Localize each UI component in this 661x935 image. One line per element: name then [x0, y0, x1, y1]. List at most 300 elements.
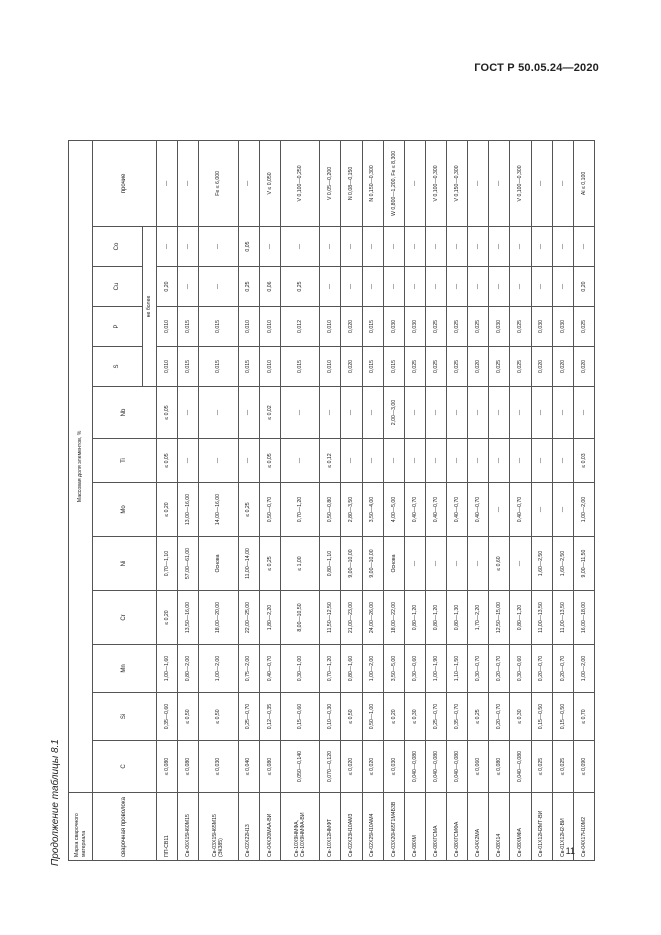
row-value-cell: ≤ 0,080: [157, 741, 178, 793]
row-value-cell: —: [404, 227, 425, 267]
row-value-cell: 0,20—0,70: [552, 645, 573, 693]
row-value-cell: —: [320, 227, 341, 267]
row-value-cell: —: [178, 387, 199, 439]
element-header-other: прочие: [93, 140, 157, 226]
row-value-cell: 1,00—1,60: [157, 645, 178, 693]
row-value-cell: 0,40—0,70: [510, 483, 531, 537]
element-header-ni: Ni: [93, 537, 157, 591]
table-row: [573, 140, 594, 860]
row-value-cell: 0,40—0,70: [259, 645, 280, 693]
row-value-cell: —: [447, 439, 468, 483]
row-value-cell: 16,00—18,00: [573, 591, 594, 645]
row-value-cell: —: [178, 140, 199, 226]
table-row: [178, 140, 199, 860]
row-mark-cell: Св-04Х2МА: [468, 793, 489, 861]
row-value-cell: —: [383, 439, 404, 483]
element-header-c: C: [93, 741, 157, 793]
row-value-cell: —: [341, 227, 362, 267]
row-value-cell: —: [383, 227, 404, 267]
row-value-cell: V ≤ 0,050: [259, 140, 280, 226]
row-value-cell: ≤ 0,50: [178, 693, 199, 741]
row-value-cell: 0,50—0,70: [259, 483, 280, 537]
row-value-cell: 0,30—0,70: [468, 645, 489, 693]
row-value-cell: —: [468, 140, 489, 226]
row-value-cell: 0,020: [573, 347, 594, 387]
row-value-cell: N 0,150—0,300: [362, 140, 383, 226]
row-value-cell: ≤ 0,20: [383, 693, 404, 741]
row-value-cell: ≤ 1,00: [280, 537, 319, 591]
row-value-cell: 1,10—1,50: [447, 645, 468, 693]
row-value-cell: 0,15—0,50: [531, 693, 552, 741]
row-value-cell: —: [362, 439, 383, 483]
row-value-cell: —: [447, 387, 468, 439]
row-value-cell: —: [404, 439, 425, 483]
row-value-cell: 0,010: [320, 307, 341, 347]
row-value-cell: ≤ 0,080: [489, 741, 510, 793]
row-value-cell: 0,012: [280, 307, 319, 347]
table-row: [362, 140, 383, 860]
table-row: [447, 140, 468, 860]
row-value-cell: 14,00—16,00: [199, 483, 238, 537]
row-value-cell: 0,015: [178, 307, 199, 347]
row-value-cell: —: [489, 439, 510, 483]
row-value-cell: 1,70—2,20: [468, 591, 489, 645]
row-value-cell: 18,00—20,00: [199, 591, 238, 645]
row-value-cell: 0,80—2,00: [178, 645, 199, 693]
row-value-cell: 11,50—12,50: [320, 591, 341, 645]
row-value-cell: —: [280, 227, 319, 267]
composition-table: [68, 140, 595, 861]
row-value-cell: 1,00—2,00: [573, 483, 594, 537]
row-value-cell: Fe ≤ 6,000: [199, 140, 238, 226]
row-value-cell: —: [178, 439, 199, 483]
row-value-cell: 0,70—1,20: [320, 645, 341, 693]
row-value-cell: 0,80—1,20: [510, 591, 531, 645]
row-value-cell: —: [489, 387, 510, 439]
row-value-cell: —: [510, 227, 531, 267]
row-value-cell: —: [552, 483, 573, 537]
mass-fraction-header: Массовая доля элементов, %: [69, 140, 93, 792]
row-value-cell: 8,00—10,50: [280, 591, 319, 645]
row-value-cell: —: [468, 537, 489, 591]
row-value-cell: —: [573, 227, 594, 267]
row-value-cell: 0,015: [362, 307, 383, 347]
row-mark-cell: Св-01Х12Н2МТ-ВИ: [531, 793, 552, 861]
row-value-cell: Al ≤ 0,100: [573, 140, 594, 226]
row-value-cell: Основа: [383, 537, 404, 591]
row-value-cell: 11,00—14,00: [238, 537, 259, 591]
row-value-cell: 0,010: [157, 307, 178, 347]
row-value-cell: 0,15—0,50: [552, 693, 573, 741]
row-value-cell: ≤ 0,090: [573, 741, 594, 793]
row-value-cell: 0,06: [259, 267, 280, 307]
row-value-cell: 13,50—16,00: [178, 591, 199, 645]
row-value-cell: —: [531, 227, 552, 267]
row-value-cell: ≤ 0,060: [468, 741, 489, 793]
row-value-cell: 24,00—26,00: [362, 591, 383, 645]
row-value-cell: 0,80—1,10: [320, 537, 341, 591]
row-value-cell: 0,20—0,70: [489, 693, 510, 741]
table-row: [341, 140, 362, 860]
row-value-cell: 0,80—1,30: [447, 591, 468, 645]
row-value-cell: —: [404, 267, 425, 307]
table-row: [552, 140, 573, 860]
table-row: [510, 140, 531, 860]
row-value-cell: 1,00—2,00: [199, 645, 238, 693]
row-value-cell: 0,020: [552, 347, 573, 387]
row-value-cell: 1,60—2,50: [552, 537, 573, 591]
row-value-cell: ≤ 0,25: [259, 537, 280, 591]
row-value-cell: —: [320, 267, 341, 307]
row-value-cell: ≤ 0,05: [157, 439, 178, 483]
row-value-cell: 0,015: [199, 307, 238, 347]
row-value-cell: V 0,100—0,250: [280, 140, 319, 226]
row-value-cell: 0,025: [510, 347, 531, 387]
element-header-s: S: [93, 347, 143, 387]
row-value-cell: 0,015: [280, 347, 319, 387]
row-value-cell: —: [573, 387, 594, 439]
row-value-cell: 2,80—3,50: [341, 483, 362, 537]
row-value-cell: —: [425, 267, 446, 307]
row-value-cell: —: [489, 267, 510, 307]
row-mark-cell: Св-08Х14: [489, 793, 510, 861]
row-value-cell: 0,40—0,70: [404, 483, 425, 537]
row-value-cell: —: [404, 140, 425, 226]
row-value-cell: 0,015: [362, 347, 383, 387]
row-mark-cell: Св-10Х9НМФА, Св-10Х9НМФА-ВИ: [280, 793, 319, 861]
row-mark-cell: Св-01Х12Н2-ВИ: [552, 793, 573, 861]
row-value-cell: 0,25—0,70: [238, 693, 259, 741]
row-value-cell: —: [320, 387, 341, 439]
row-value-cell: 0,20—0,70: [489, 645, 510, 693]
row-value-cell: —: [341, 387, 362, 439]
row-value-cell: 0,025: [447, 307, 468, 347]
row-value-cell: —: [489, 483, 510, 537]
row-value-cell: 0,70—1,20: [280, 483, 319, 537]
row-value-cell: 0,25—0,70: [425, 693, 446, 741]
row-value-cell: ≤ 0,020: [341, 741, 362, 793]
row-value-cell: 0,030: [531, 307, 552, 347]
row-mark-cell: Св-08ХГСМФА: [447, 793, 468, 861]
row-value-cell: —: [489, 140, 510, 226]
row-value-cell: 0,020: [531, 347, 552, 387]
row-value-cell: 0,15—0,60: [280, 693, 319, 741]
row-mark-cell: Св-08ХГСМА: [425, 793, 446, 861]
row-value-cell: ≤ 0,30: [404, 693, 425, 741]
row-value-cell: 0,010: [320, 347, 341, 387]
row-value-cell: ≤ 0,05: [259, 439, 280, 483]
table-row: [531, 140, 552, 860]
row-value-cell: W 0,800—1,200, Fe ≤ 8,300: [383, 140, 404, 226]
row-value-cell: ≤ 0,50: [341, 693, 362, 741]
row-value-cell: 0,20: [157, 267, 178, 307]
row-value-cell: —: [425, 537, 446, 591]
table-row: [425, 140, 446, 860]
row-value-cell: —: [510, 267, 531, 307]
row-mark-cell: Св-02Х23Н10АМ3: [341, 793, 362, 861]
row-value-cell: 1,00—2,00: [362, 645, 383, 693]
row-value-cell: —: [425, 439, 446, 483]
row-value-cell: 0,30—1,00: [280, 645, 319, 693]
row-value-cell: —: [238, 387, 259, 439]
row-value-cell: ≤ 0,025: [531, 741, 552, 793]
row-value-cell: 0,030: [489, 307, 510, 347]
element-header-p: P: [93, 307, 143, 347]
row-value-cell: 0,025: [510, 307, 531, 347]
row-value-cell: 9,00—10,00: [362, 537, 383, 591]
row-value-cell: —: [531, 267, 552, 307]
row-value-cell: 0,020: [341, 307, 362, 347]
row-value-cell: ≤ 0,025: [552, 741, 573, 793]
row-value-cell: ≤ 0,50: [199, 693, 238, 741]
row-value-cell: —: [552, 140, 573, 226]
row-value-cell: —: [510, 537, 531, 591]
row-value-cell: —: [383, 267, 404, 307]
row-value-cell: ≤ 0,020: [362, 741, 383, 793]
row-value-cell: ≤ 0,20: [157, 591, 178, 645]
row-value-cell: 0,015: [199, 347, 238, 387]
row-mark-cell: Св-10Х12НМФТ: [320, 793, 341, 861]
row-value-cell: —: [157, 227, 178, 267]
row-value-cell: —: [552, 439, 573, 483]
row-value-cell: ≤ 0,70: [573, 693, 594, 741]
row-value-cell: 0,20—0,70: [531, 645, 552, 693]
row-value-cell: 1,80—2,20: [259, 591, 280, 645]
row-value-cell: V 0,100—0,300: [425, 140, 446, 226]
element-header-mo: Mo: [93, 483, 157, 537]
table-row: [320, 140, 341, 860]
row-value-cell: 0,30—0,60: [510, 645, 531, 693]
row-value-cell: 0,015: [178, 347, 199, 387]
row-value-cell: —: [447, 537, 468, 591]
row-mark-cell: Св-02Х22Н13: [238, 793, 259, 861]
element-header-cr: Cr: [93, 591, 157, 645]
row-value-cell: 0,010: [259, 347, 280, 387]
row-value-cell: V 0,100—0,300: [510, 140, 531, 226]
row-value-cell: 11,00—13,50: [531, 591, 552, 645]
row-value-cell: —: [531, 483, 552, 537]
row-mark-cell: Св-03Х20Н65Г1М4Б3В: [383, 793, 404, 861]
row-value-cell: —: [531, 140, 552, 226]
row-value-cell: 4,00—5,00: [383, 483, 404, 537]
row-value-cell: 0,05: [238, 227, 259, 267]
row-value-cell: 0,70—1,10: [157, 537, 178, 591]
row-value-cell: 0,040—0,080: [425, 741, 446, 793]
mark-header: Марка сварочного материала: [69, 793, 93, 861]
row-value-cell: ≤ 0,05: [157, 387, 178, 439]
row-mark-cell: Св-02Х25Н10АМ4: [362, 793, 383, 861]
wire-header: сварочная проволока: [93, 793, 157, 861]
row-value-cell: 0,015: [383, 347, 404, 387]
row-value-cell: —: [468, 439, 489, 483]
row-value-cell: —: [280, 439, 319, 483]
row-value-cell: —: [468, 387, 489, 439]
row-value-cell: —: [425, 387, 446, 439]
row-value-cell: ≤ 0,03: [573, 439, 594, 483]
row-value-cell: 0,010: [157, 347, 178, 387]
row-value-cell: —: [157, 140, 178, 226]
row-value-cell: 0,020: [341, 347, 362, 387]
row-value-cell: —: [178, 227, 199, 267]
row-value-cell: 0,040—0,080: [447, 741, 468, 793]
row-value-cell: ≤ 0,25: [238, 483, 259, 537]
row-value-cell: —: [489, 227, 510, 267]
row-value-cell: V 0,150—0,300: [447, 140, 468, 226]
row-value-cell: —: [447, 227, 468, 267]
row-value-cell: 0,020: [468, 347, 489, 387]
row-value-cell: ≤ 0,080: [259, 741, 280, 793]
row-value-cell: 21,00—23,00: [341, 591, 362, 645]
table-row: [199, 140, 238, 860]
row-value-cell: 0,070—0,120: [320, 741, 341, 793]
row-value-cell: 11,00—13,50: [552, 591, 573, 645]
row-mark-cell: Св-08ХМ: [404, 793, 425, 861]
table-row: [383, 140, 404, 860]
table-row: [468, 140, 489, 860]
row-value-cell: —: [199, 387, 238, 439]
row-value-cell: —: [425, 227, 446, 267]
row-value-cell: ≤ 0,02: [259, 387, 280, 439]
table-row: [280, 140, 319, 860]
row-value-cell: ≤ 0,30: [510, 693, 531, 741]
row-value-cell: 0,030: [404, 307, 425, 347]
row-mark-cell: ПП-СВ11: [157, 793, 178, 861]
row-value-cell: —: [531, 439, 552, 483]
row-value-cell: 12,50—15,00: [489, 591, 510, 645]
row-value-cell: ≤ 0,12: [320, 439, 341, 483]
row-value-cell: 0,025: [425, 307, 446, 347]
element-header-si: Si: [93, 693, 157, 741]
row-value-cell: 0,025: [468, 307, 489, 347]
row-value-cell: 1,00—1,90: [425, 645, 446, 693]
row-value-cell: 3,50—5,00: [383, 645, 404, 693]
row-value-cell: 0,030: [383, 307, 404, 347]
element-header-nb: Nb: [93, 387, 157, 439]
row-value-cell: 18,00—22,00: [383, 591, 404, 645]
row-value-cell: ≤ 0,030: [199, 741, 238, 793]
row-value-cell: ≤ 0,25: [468, 693, 489, 741]
no-more-subheader: не более: [143, 227, 157, 387]
row-value-cell: V 0,05—0,200: [320, 140, 341, 226]
row-value-cell: 0,25: [238, 267, 259, 307]
row-value-cell: 0,040—0,080: [510, 741, 531, 793]
row-value-cell: ≤ 0,080: [178, 741, 199, 793]
row-value-cell: 9,00—10,00: [341, 537, 362, 591]
row-value-cell: —: [552, 387, 573, 439]
row-value-cell: —: [259, 227, 280, 267]
element-header-co: Co: [93, 227, 143, 267]
table-row: [404, 140, 425, 860]
row-value-cell: 0,025: [425, 347, 446, 387]
row-value-cell: —: [468, 267, 489, 307]
row-value-cell: 0,50—1,00: [362, 693, 383, 741]
row-value-cell: 2,00—3,00: [383, 387, 404, 439]
row-value-cell: 0,025: [404, 347, 425, 387]
row-value-cell: N 0,08—0,150: [341, 140, 362, 226]
row-value-cell: —: [404, 387, 425, 439]
row-value-cell: 0,75—2,00: [238, 645, 259, 693]
row-value-cell: —: [362, 227, 383, 267]
row-value-cell: 0,80—1,60: [341, 645, 362, 693]
row-value-cell: —: [238, 140, 259, 226]
row-value-cell: 0,30—0,60: [404, 645, 425, 693]
row-value-cell: —: [552, 227, 573, 267]
row-value-cell: 0,010: [259, 307, 280, 347]
row-value-cell: —: [531, 387, 552, 439]
row-value-cell: —: [510, 387, 531, 439]
row-mark-cell: Св-03Х15Н65М15 (ЭК385): [199, 793, 238, 861]
row-value-cell: 0,25: [280, 267, 319, 307]
row-value-cell: 0,10—0,30: [320, 693, 341, 741]
row-value-cell: 0,025: [489, 347, 510, 387]
row-value-cell: 0,030: [552, 307, 573, 347]
element-header-ti: Ti: [93, 439, 157, 483]
row-value-cell: —: [404, 537, 425, 591]
row-value-cell: 0,050—0,140: [280, 741, 319, 793]
row-value-cell: ≤ 0,040: [238, 741, 259, 793]
row-value-cell: —: [362, 387, 383, 439]
row-value-cell: —: [447, 267, 468, 307]
row-value-cell: —: [280, 387, 319, 439]
row-value-cell: 0,80—1,20: [425, 591, 446, 645]
row-value-cell: 22,00—25,00: [238, 591, 259, 645]
row-value-cell: 0,35—0,60: [157, 693, 178, 741]
row-mark-cell: Св-06Х15Н60М15: [178, 793, 199, 861]
row-value-cell: —: [199, 267, 238, 307]
row-value-cell: —: [199, 227, 238, 267]
row-mark-cell: Св-04Х20МАА-ВИ: [259, 793, 280, 861]
table-row: [489, 140, 510, 860]
row-value-cell: 57,00—61,00: [178, 537, 199, 591]
row-value-cell: —: [238, 439, 259, 483]
row-value-cell: 0,015: [238, 347, 259, 387]
row-value-cell: 0,35—0,70: [447, 693, 468, 741]
row-value-cell: 1,00—2,00: [573, 645, 594, 693]
row-value-cell: —: [468, 227, 489, 267]
table-caption: Продолжение таблицы 8.1: [50, 739, 61, 866]
row-value-cell: Основа: [199, 537, 238, 591]
row-value-cell: 3,50—4,00: [362, 483, 383, 537]
row-value-cell: ≤ 0,030: [383, 741, 404, 793]
page-number: 11: [565, 846, 575, 856]
row-value-cell: 0,40—0,70: [468, 483, 489, 537]
document-header: ГОСТ Р 50.05.24—2020: [474, 62, 599, 74]
table-row: [259, 140, 280, 860]
row-value-cell: 1,60—2,50: [531, 537, 552, 591]
row-mark-cell: Св-04Х17Н10М2: [573, 793, 594, 861]
row-value-cell: —: [362, 267, 383, 307]
row-mark-cell: Св-08ХМФА: [510, 793, 531, 861]
row-value-cell: 0,040—0,080: [404, 741, 425, 793]
row-value-cell: ≤ 0,20: [157, 483, 178, 537]
row-value-cell: 0,80—1,20: [404, 591, 425, 645]
row-value-cell: 9,00—11,50: [573, 537, 594, 591]
row-value-cell: 0,025: [447, 347, 468, 387]
row-value-cell: —: [341, 439, 362, 483]
row-value-cell: 0,12—0,35: [259, 693, 280, 741]
row-value-cell: —: [552, 267, 573, 307]
element-header-cu: Cu: [93, 267, 143, 307]
row-value-cell: —: [199, 439, 238, 483]
row-value-cell: ≤ 0,60: [489, 537, 510, 591]
row-value-cell: 0,025: [573, 307, 594, 347]
table-row: [157, 140, 178, 860]
table-row: [238, 140, 259, 860]
row-value-cell: 0,40—0,70: [425, 483, 446, 537]
row-value-cell: 0,010: [238, 307, 259, 347]
rotated-content: [50, 136, 600, 866]
row-value-cell: —: [178, 267, 199, 307]
